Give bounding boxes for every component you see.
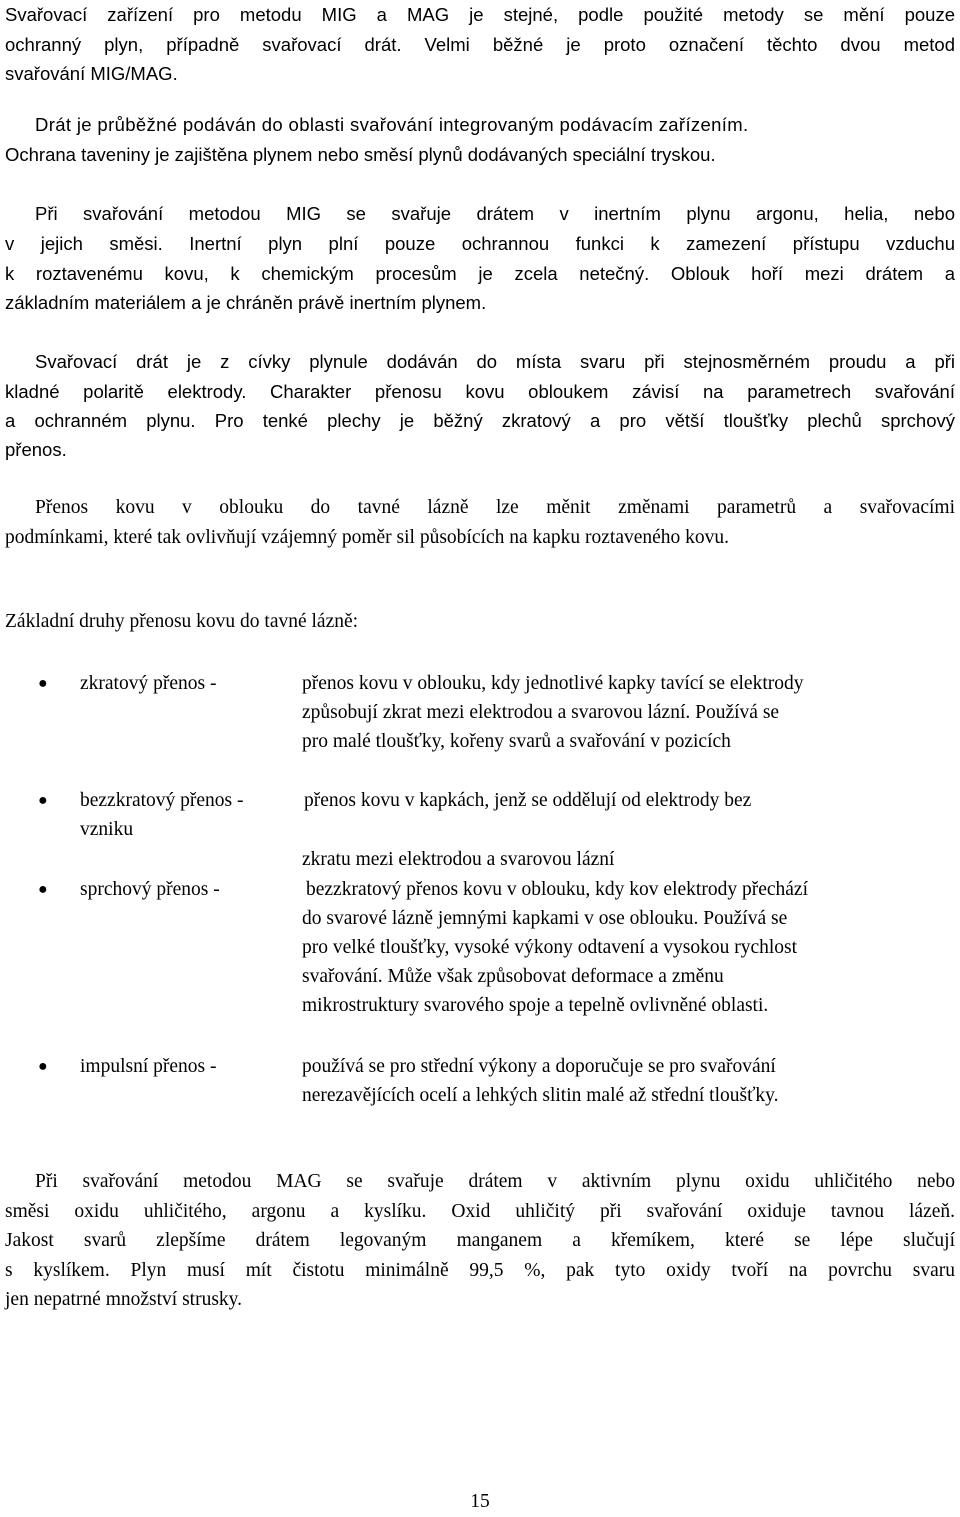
- list-item-text: přenos kovu v kapkách, jenž se oddělují od elektrody bez: [304, 790, 752, 811]
- bullet-icon: ●: [38, 881, 48, 898]
- text-line: s kyslíkem. Plyn musí mít čistotu minimálně 99,5 %, pak tyto oxidy tvoří na povrchu svaru: [5, 1260, 955, 1281]
- bullet-icon: ●: [38, 792, 48, 809]
- text-line: přenos.: [5, 439, 67, 460]
- list-item-text: přenos kovu v oblouku, kdy jednotlivé kapky tavící se elektrody: [302, 673, 804, 694]
- list-item-text: vzniku: [80, 819, 134, 840]
- text-line: ochranný plyn, případně svařovací drát. Velmi běžné je proto označení těchto dvou metod: [5, 34, 955, 55]
- list-item-text: mikrostruktury svarového spoje a tepelně ovlivněné oblasti.: [302, 995, 769, 1016]
- list-item-term: zkratový přenos -: [80, 673, 217, 694]
- bullet-icon: ●: [38, 675, 48, 692]
- list-item-term: sprchový přenos -: [80, 879, 220, 900]
- list-item-term: impulsní přenos -: [80, 1056, 217, 1077]
- text-line: v jejich směsi. Inertní plyn plní pouze ochrannou funkci k zamezení přístupu vzduchu: [5, 233, 955, 254]
- list-item-text: nerezavějících ocelí a lehkých slitin malé až střední tloušťky.: [302, 1085, 779, 1106]
- text-line: Drát je průběžné podáván do oblasti svařování integrovaným podávacím zařízením.: [35, 114, 749, 135]
- list-heading: Základní druhy přenosu kovu do tavné lázně:: [5, 611, 359, 632]
- list-item-text: způsobují zkrat mezi elektrodou a svarovou lázní. Používá se: [302, 702, 780, 723]
- text-line: Přenos kovu v oblouku do tavné lázně lze měnit změnami parametrů a svařovacími: [35, 497, 955, 518]
- text-line: podmínkami, které tak ovlivňují vzájemný poměr sil působících na kapku roztaveného kovu.: [5, 527, 730, 548]
- list-item-term: bezzkratový přenos -: [80, 790, 244, 811]
- text-line: Jakost svarů zlepšíme drátem legovaným manganem a křemíkem, které se lépe slučují: [5, 1230, 955, 1251]
- text-line: Svařovací drát je z cívky plynule dodáván do místa svaru při stejnosměrném proudu a při: [35, 351, 955, 372]
- list-item-text: do svarové lázně jemnými kapkami v ose oblouku. Používá se: [302, 908, 788, 929]
- text-line: Při svařování metodou MAG se svařuje drátem v aktivním plynu oxidu uhličitého nebo: [35, 1171, 955, 1192]
- text-line: Ochrana taveniny je zajištěna plynem nebo směsí plynů dodávaných speciální tryskou.: [5, 144, 716, 165]
- text-line: základním materiálem a je chráněn právě inertním plynem.: [5, 292, 487, 313]
- text-line: směsi oxidu uhličitého, argonu a kyslíku. Oxid uhličitý při svařování oxiduje tavnou lázeň.: [5, 1201, 955, 1222]
- list-item-text: zkratu mezi elektrodou a svarovou lázní: [302, 849, 615, 870]
- bullet-icon: ●: [38, 1058, 48, 1075]
- list-item-text: pro malé tloušťky, kořeny svarů a svařování v pozicích: [302, 731, 731, 752]
- text-line: jen nepatrné množství strusky.: [5, 1289, 243, 1310]
- text-line: a ochranném plynu. Pro tenké plechy je běžný zkratový a pro větší tloušťky plechů sprchový: [5, 410, 955, 431]
- text-line: kladné polaritě elektrody. Charakter přenosu kovu obloukem závisí na parametrech svařování: [5, 381, 955, 402]
- list-item-text: svařování. Může však způsobovat deformace a změnu: [302, 966, 724, 987]
- list-item-text: pro velké tloušťky, vysoké výkony odtavení a vysokou rychlost: [302, 937, 798, 958]
- text-line: k roztavenému kovu, k chemickým procesům je zcela netečný. Oblouk hoří mezi drátem a: [5, 263, 955, 284]
- text-line: Svařovací zařízení pro metodu MIG a MAG je stejné, podle použité metody se mění pouze: [5, 4, 955, 25]
- list-item-text: bezzkratový přenos kovu v oblouku, kdy kov elektrody přechází: [306, 879, 808, 900]
- text-line: svařování MIG/MAG.: [5, 63, 178, 84]
- text-line: Při svařování metodou MIG se svařuje drátem v inertním plynu argonu, helia, nebo: [35, 203, 955, 224]
- list-item-text: používá se pro střední výkony a doporučuje se pro svařování: [302, 1056, 776, 1077]
- page-number: 15: [470, 1491, 490, 1512]
